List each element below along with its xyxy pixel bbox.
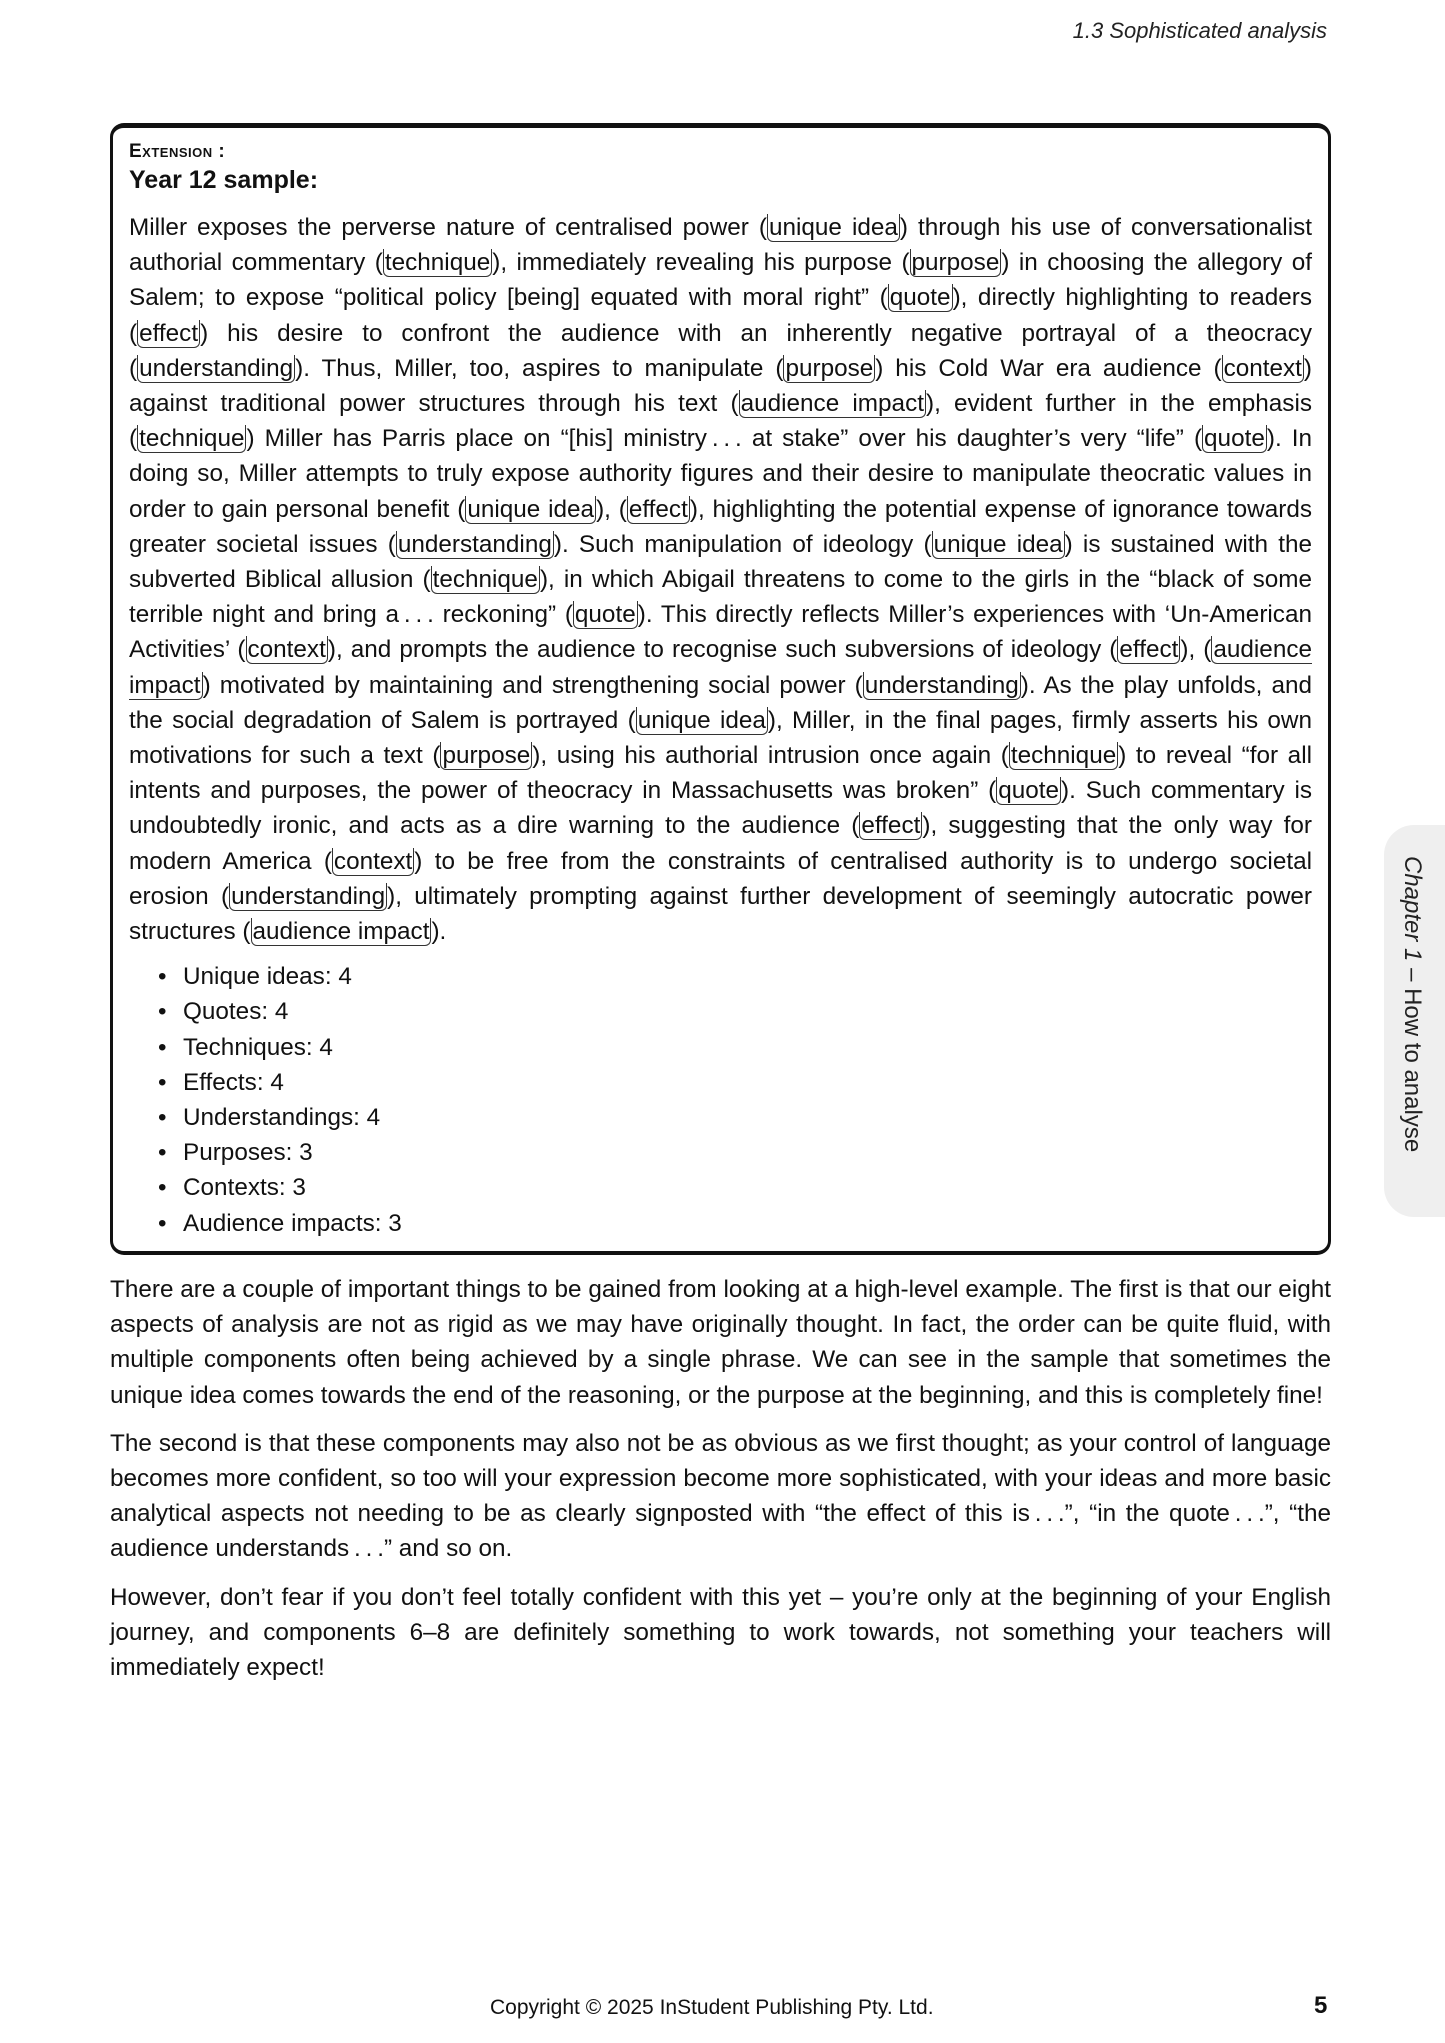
annotation-tag-context: context	[247, 636, 326, 664]
page-number: 5	[1314, 1992, 1328, 2019]
annotation-tag-technique: technique	[432, 566, 538, 594]
count-item-effects: • Effects: 4	[183, 1065, 1312, 1100]
body-paragraph: However, don’t fear if you don’t feel totally confident with this yet – you’re only at the beginning of your English journey, and components 6–8 are definitely something to work towards, not something your teachers will immediately expect!	[110, 1583, 1331, 1682]
count-item-contexts: • Contexts: 3	[183, 1170, 1312, 1205]
annotation-tag-technique: technique	[384, 249, 491, 277]
annotation-tag-understanding: understanding	[231, 882, 386, 910]
annotation-tag-purpose: purpose	[442, 742, 531, 770]
annotation-tag-unique-idea: unique idea	[637, 706, 766, 734]
annotation-tag-effect: effect	[139, 319, 199, 347]
annotation-tag-understanding: understanding	[139, 354, 294, 382]
annotation-tag-quote: quote	[889, 284, 951, 312]
annotation-tag-purpose: purpose	[911, 249, 1000, 277]
annotation-tag-understanding: understanding	[864, 671, 1019, 699]
annotation-tag-audience-impact: audience impact	[252, 918, 430, 946]
annotation-tag-unique-idea: unique idea	[768, 214, 898, 241]
extension-box	[110, 123, 1331, 1255]
count-item-quotes: • Quotes: 4	[183, 994, 1312, 1029]
annotation-tag-understanding: understanding	[397, 530, 552, 558]
chapter-side-tab-label[interactable]	[1398, 856, 1426, 1152]
count-item-understandings: • Understandings: 4	[183, 1100, 1312, 1135]
annotation-tag-technique: technique	[1010, 742, 1117, 770]
count-item-unique-ideas: • Unique ideas: 4	[183, 959, 1312, 994]
sample-title: Year 12 sample:	[129, 166, 319, 194]
annotation-tag-audience-impact: audience impact	[740, 390, 924, 418]
body-paragraph: There are a couple of important things to be gained from looking at a high-level example. The first is that our eight aspects of analysis are not as rigid as we may have originally thought. In fact, the order can be quite fluid, with multiple components often being achieved by a single phrase. We can see in the sample that sometimes the unique idea comes towards the end of the reasoning, or the purpose at the beginning, and this is completely fine!	[110, 1276, 1331, 1409]
annotation-tag-quote: quote	[574, 601, 636, 629]
annotation-tag-quote: quote	[1204, 425, 1265, 453]
annotated-sample-paragraph: Miller exposes the perverse nature of centralised power (unique idea) through his use of conversationalist authorial commentary (technique), immediately revealing his purpose (purpose) in choosing the allegory of Salem; to expose “political policy [being] equated with moral right” (quote), directly highlighting to readers (effect) his desire to confront the audience with an inherently negative portrayal of a theocracy (understanding). Thus, Miller, too, aspires to manipulate (purpose) his Cold War era audience (context) against traditional power structures through his text (audience impact), evident further in the emphasis (technique) Miller has Parris place on “[his] ministry . . . at stake” over his daughter’s very “life” (quote). In doing so, Miller attempts to truly expose authority figures and their desire to manipulate theocratic values in order to gain personal benefit (unique idea), (effect), highlighting the potential expense of ignorance towards greater societal issues (understanding). Such manipulation of ideology (unique idea) is sustained with the subverted Biblical allusion (technique), in which Abigail threatens to come to the girls in the “black of some terrible night and bring a . . . reckoning” (quote). This directly reflects Miller’s experiences with ‘Un-American Activities’ (context), and prompts the audience to recognise such subversions of ideology (effect), (audience impact) motivated by maintaining and strengthening social power (understanding). As the play unfolds, and the social degradation of Salem is portrayed (unique idea), Miller, in the final pages, firmly asserts his own motivations for such a text (purpose), using his authorial intrusion once again (technique) to reveal “for all intents and purposes, the power of theocracy in Massachusetts was broken” (quote). Such commentary is undoubtedly ironic, and acts as a dire warning to the audience (effect), suggesting that the only way for modern America (context) to be free from the constraints of centralised authority is to undergo societal erosion (understanding), ultimately prompting against further development of seemingly autocratic power structures (audience impact).	[129, 214, 1313, 946]
footer-copyright: Copyright © 2025 InStudent Publishing Pty. Ltd.	[490, 1996, 934, 2019]
count-item-purposes: • Purposes: 3	[183, 1135, 1312, 1170]
annotation-tag-unique-idea: unique idea	[467, 495, 595, 523]
body-paragraph: The second is that these components may also not be as obvious as we first thought; as your control of language becomes more confident, so too will your expression become more sophisticated, with your ideas and more basic analytical aspects not needing to be as clearly signposted with “the effect of this is . . .”, “in the quote . . .”, “the audience understands . . .” and so on.	[110, 1429, 1331, 1563]
annotation-tag-audience-impact: audience impact	[129, 636, 1312, 699]
annotation-tag-context: context	[333, 847, 413, 875]
count-item-techniques: • Techniques: 4	[183, 1030, 1312, 1065]
annotation-tag-context: context	[1223, 354, 1302, 382]
chapter-number: Chapter 1	[1399, 856, 1426, 962]
running-head-section-title: 1.3 Sophisticated analysis	[1072, 18, 1327, 43]
annotation-tag-effect: effect	[628, 495, 688, 523]
annotation-tag-technique: technique	[139, 425, 245, 453]
annotation-tag-effect: effect	[1119, 636, 1179, 664]
count-item-audience-impacts: • Audience impacts: 3	[183, 1206, 1312, 1241]
annotation-tag-quote: quote	[998, 777, 1060, 805]
chapter-separator: –	[1399, 961, 1426, 989]
chapter-title: How to analyse	[1399, 988, 1426, 1153]
annotation-tag-effect: effect	[861, 812, 921, 840]
annotation-tag-purpose: purpose	[785, 354, 874, 382]
annotation-tag-unique-idea: unique idea	[933, 530, 1063, 558]
component-count-list	[129, 959, 1312, 1241]
extension-label: Extension :	[129, 141, 226, 162]
body-text	[110, 1272, 1331, 1698]
